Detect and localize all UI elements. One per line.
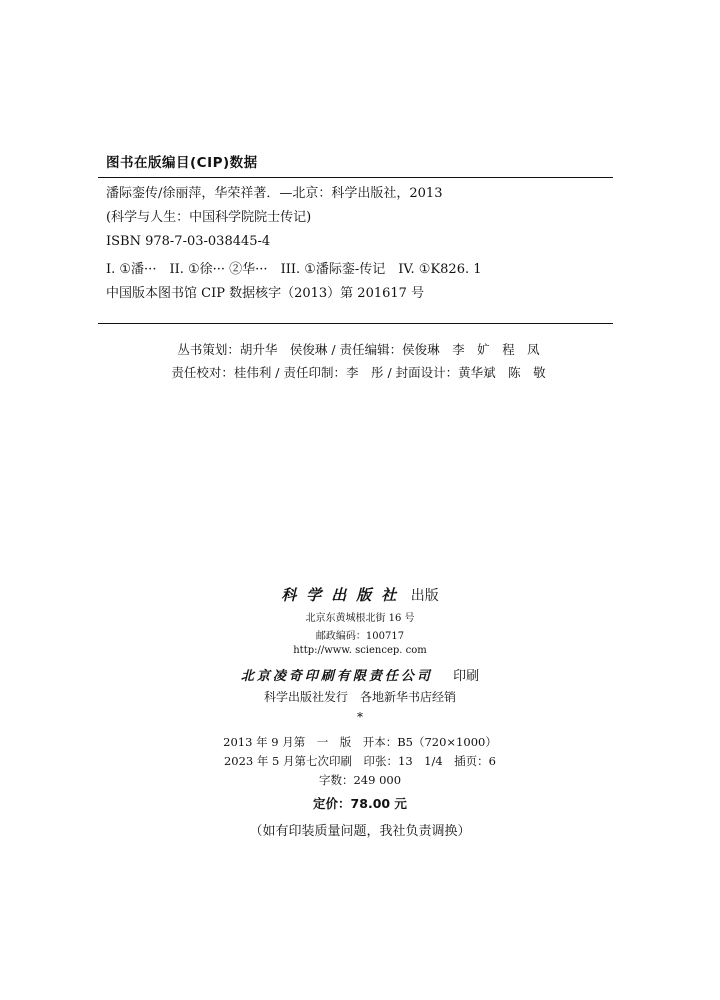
publisher-line — [0, 584, 720, 605]
cip-line-verification: 中国版本图书馆 CIP 数据核字（2013）第 201617 号 — [106, 286, 425, 301]
publisher-address: 北京东黄城根北街 16 号 — [305, 613, 415, 624]
cip-line-series: (科学与人生：中国科学院院士传记) — [106, 210, 312, 225]
distribution-line: 科学出版社发行 各地新华书店经销 — [263, 690, 456, 704]
cip-title: 图书在版编目(CIP)数据 — [106, 155, 258, 171]
credits-line-production: 责任校对：桂伟利 / 责任印制：李 彤 / 封面设计：黄华斌 陈 敬 — [171, 365, 546, 380]
cip-block — [106, 186, 611, 310]
quality-notice: （如有印装质量问题，我社负责调换） — [249, 824, 471, 839]
cip-bottom-rule — [98, 323, 613, 324]
publisher-url: http://www. sciencep. com — [293, 645, 427, 656]
word-count: 字数：249 000 — [318, 773, 402, 787]
separator-star: * — [357, 710, 363, 724]
cip-line-title-author: 潘际銮传/徐丽萍，华荣祥著．—北京：科学出版社，2013 — [106, 186, 443, 201]
publisher-postcode: 邮政编码：100717 — [315, 631, 405, 642]
edition-line-1: 2013 年 9 月第 一 版 开本：B5（720×1000） — [223, 735, 497, 749]
credits-line-editors: 丛书策划：胡升华 侯俊琳 / 责任编辑：侯俊琳 李 㚧 程 凤 — [177, 342, 540, 357]
cip-line-classification: I. ①潘··· II. ①徐··· ②华··· III. ①潘际銮-传记 IV. ①K826. 1 — [106, 262, 482, 277]
publisher-logo: 科学出版社 — [281, 586, 407, 604]
printer-logo: 北京凌奇印刷有限责任公司 — [240, 669, 433, 684]
edition-line-2: 2023 年 5 月第七次印刷 印张：13 1/4 插页：6 — [223, 754, 496, 768]
publisher-suffix: 出版 — [410, 588, 439, 604]
printer-line — [0, 665, 720, 684]
printer-suffix: 印刷 — [453, 669, 480, 684]
cip-top-rule — [98, 177, 613, 178]
cip-line-isbn: ISBN 978-7-03-038445-4 — [106, 234, 271, 249]
price: 定价：78.00 元 — [313, 796, 407, 811]
